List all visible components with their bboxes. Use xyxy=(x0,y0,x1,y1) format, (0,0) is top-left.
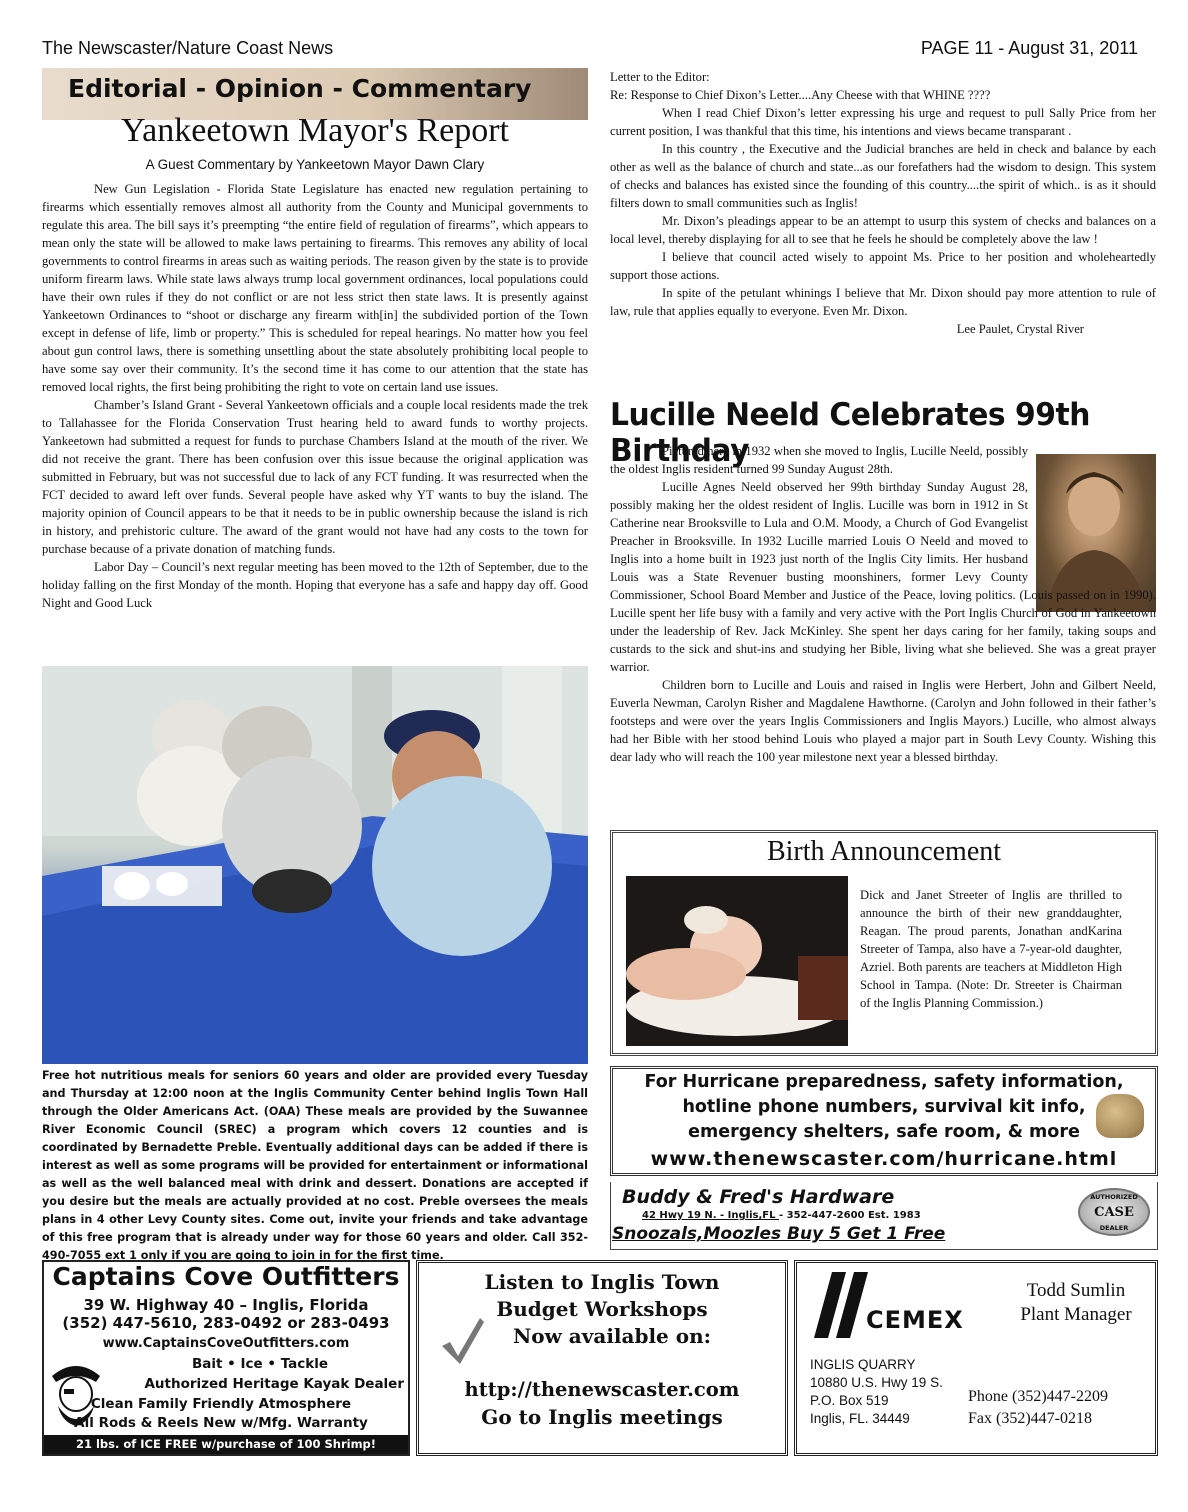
mayor-paragraph: New Gun Legislation - Florida State Legislature has enacted new regulation pertaining to firearms which essentially removes almost all authority from the County and Municipal governments to regulate this area. The bill says it’s preempting “the entire field of regulation of firearms”, which appears to mean only the state will be allowed to make laws pertaining to firearms. This removes any ability of local governments to control firearms in areas such as waiting periods. The reason given by the state is to provide uniform firearm laws. While state laws always trump local government ordinances, local populations could have their own rules if they do not conflict or are not less strict then state laws. It is presently against Yankeetown Ordinances to “shoot or discharge any firearm with[in] the subdivided portion of the Town except in defense of life, limb or property.” This is scheduled for repeal hearings. No matter how you feel about gun control laws, there is something unsettling about the state absolutely prohibiting local people to have some say over their community. It’s the second time it has come to our attention that the state has removed local rights, the first being prohibiting the right to vote on certain land use issues. xyxy=(42,182,588,394)
cemex-address-line: 10880 U.S. Hwy 19 S. xyxy=(810,1375,943,1390)
newborn-photo xyxy=(626,876,848,1046)
hardware-store-name: Buddy & Fred's Hardware xyxy=(622,1186,895,1208)
page-date: PAGE 11 - August 31, 2011 xyxy=(920,38,1138,58)
letter-salutation: Letter to the Editor: xyxy=(610,70,710,84)
case-dealer-badge-icon xyxy=(1078,1188,1150,1236)
newborn-illustration xyxy=(626,876,848,1046)
birth-announcement-text: Dick and Janet Streeter of Inglis are thrilled to announce the birth of their new granddaughter, Reagan. The proud parents, Jonathan andKarina Streeter of Tampa, also have a 7-year-old daughter, Azriel. Both parents are teachers at Middleton High School in Tampa. (Note: Dr. Streeter is Chairman of the Inglis Planning Commission.) xyxy=(860,888,1122,1010)
letter-paragraph: Mr. Dixon’s pleadings appear to be an attempt to usurp this system of checks and balances on a local level, thereby displaying for all to see that he feels he should be completely above the law ! xyxy=(610,214,1156,246)
captains-cove-name: Captains Cove Outfitters xyxy=(52,1262,400,1291)
letter-paragraph: When I read Chief Dixon’s letter expressing his urge and request to pull Sally Price from her current position, I was thankful that this time, his intentions and views became transparant . xyxy=(610,106,1156,138)
mayor-report-body xyxy=(42,180,588,612)
hardware-promo: Snoozals,Moozles Buy 5 Get 1 Free xyxy=(612,1224,946,1244)
lucille-paragraph xyxy=(610,478,1156,676)
checkmark-icon xyxy=(440,1316,486,1366)
hurricane-link[interactable]: www.thenewscaster.com/hurricane.html xyxy=(650,1148,1118,1170)
cemex-contact-name: Todd Sumlin xyxy=(1026,1280,1126,1301)
hurricane-line: hotline phone numbers, survival kit info, xyxy=(682,1097,1086,1117)
letter-paragraph: In this country , the Executive and the Judicial branches are held in check and balance by each other as well as the balance of church and state...as our forefathers had the wisdom to design. This system of checks and balances has existed since the founding of this country....the spirit of which.. is as it should filters down to small communities such as Inglis! xyxy=(610,142,1156,210)
badge-bottom-text: DEALER xyxy=(1099,1224,1129,1232)
cemex-address-line: P.O. Box 519 xyxy=(810,1393,889,1408)
hurricane-line: emergency shelters, safe room, & more xyxy=(688,1122,1080,1142)
letter-paragraph: I believe that council acted wisely to appoint Ms. Price to her position and wholeheartedly support those actions. xyxy=(610,250,1156,282)
seniors-lunch-photo xyxy=(42,666,588,1064)
listen-line: Now available on: xyxy=(512,1324,712,1348)
captains-promo-bar: 21 lbs. of ICE FREE w/purchase of 100 Shrimp! xyxy=(44,1435,408,1454)
lucille-headline: Lucille Neeld Celebrates 99th Birthday xyxy=(610,397,1090,469)
listen-line: Listen to Inglis Town xyxy=(484,1270,720,1294)
cemex-fax: Fax (352)447-0218 xyxy=(968,1410,1092,1427)
dog-icon xyxy=(1096,1094,1144,1138)
workshops-link[interactable]: http://thenewscaster.com xyxy=(464,1378,740,1401)
hurricane-ad-text xyxy=(614,1070,1154,1145)
mayor-report-title: Yankeetown Mayor's Report xyxy=(121,112,509,149)
paper-name: The Newscaster/Nature Coast News xyxy=(42,38,334,58)
photo-spacer xyxy=(1028,478,1156,586)
cemex-phone: Phone (352)447-2209 xyxy=(968,1388,1108,1405)
cemex-contact-role: Plant Manager xyxy=(1020,1304,1132,1325)
seniors-photo-caption: Free hot nutritious meals for seniors 60 years and older are provided every Tuesday and Thursday at 12:00 noon at the Inglis Community Center behind Inglis Town Hall through the Older Americans Act. (OAA) These meals are provided by the Suwannee River Economic Council (SREC) a program which covers 12 counties and is coordinated by Bernadette Preble. Eventually additional days can be added if there is interest as well as some programs will be provided for entertainment or informational as well as the well balanced meal with drink and dessert. Donations are accepted if you desire but the meals are actually provided at no cost. Preble oversees the meals plans in 4 other Levy County sites. Come out, invite your friends and take advantage of this free program that is already under way for those 60 years and older. Call 352-490-7055 ext 1 only if you are going to join in for the first time. xyxy=(42,1069,588,1262)
badge-top-text: AUTHORIZED xyxy=(1090,1193,1138,1201)
lucille-paragraph: Children born to Lucille and Louis and raised in Inglis were Herbert, John and Gilbert Neeld, Euverla Newman, Carolyn Risher and Magdalene Hawthorne. (Carolyn and John followed in their father’s footsteps and were over the years Inglis Commissioners and Inglis Mayors.) Lucille, who almost always had her Bible with her stood behind Louis who played a major part in South Levy County. Wishing this dear lady who will reach the 100 year milestone next year a blessed birthday. xyxy=(610,678,1156,764)
hardware-address-phone: - 352-447-2600 Est. 1983 xyxy=(778,1210,921,1221)
letter-paragraph: In spite of the petulant whinings I believe that Mr. Dixon should pay more attention to rule of law, rule that applies equally to everyone. Even Mr. Dixon. xyxy=(610,286,1156,318)
captains-phones: (352) 447-5610, 283-0492 or 283-0493 xyxy=(62,1314,390,1332)
cemex-logo-text: CEMEX xyxy=(866,1306,964,1334)
badge-mid-text: CASE xyxy=(1094,1205,1134,1220)
captains-item: Clean Family Friendly Atmosphere xyxy=(90,1396,352,1412)
mayor-paragraph: Chamber’s Island Grant - Several Yankeetown officials and a couple local residents made the trek to Tallahassee for the Florida Conservation Trust hearing held to award funds to worthy projects. Yankeetown had submitted a request for funds to purchase Chambers Island at the mouth of the river. We did not receive the grant. There has been confusion over this issue because the original application was submitted in February, but was not successful due to lack of any FCT funding. It was resurrected when the FCT decided to award left over funds. Several people have asked why YT wants to buy the island. The majority opinion of Council appears to be that it needs to be in public ownership because the island is rich in history, and prehistoric culture. The award of the grant would not have had any costs to the town for purchase because of a private donation of matching funds. xyxy=(42,398,588,556)
hurricane-line: For Hurricane preparedness, safety information, xyxy=(644,1072,1124,1092)
lucille-article-body xyxy=(610,442,1156,766)
cemex-slash-logo-icon xyxy=(814,1272,868,1338)
mayor-report-byline: A Guest Commentary by Yankeetown Mayor Dawn Clary xyxy=(145,157,485,172)
hardware-address-link: 42 Hwy 19 N. - Inglis,FL xyxy=(642,1210,779,1221)
section-banner: Editorial - Opinion - Commentary xyxy=(42,68,588,120)
listen-line: Budget Workshops xyxy=(496,1297,708,1321)
lucille-paragraph-text: Lucille Agnes Neeld observed her 99th birthday Sunday August 28, possibly making her the oldest resident of Inglis. Lucille was born in 1912 in St Catherine near Brooksville to Lula and O.M. Moody, a Church of God Evangelist Preacher in Brooksville. In 1932 Lucille married Louis O Neeld and moved to Inglis into a home built in 1923 just north of the Inglis City limits. Her husband Louis was a State Revenuer busting moonshiners, former Levy County Commissioner, School Board Member and Justice of the Peace, loving politics. (Louis passed on in 1990). Lucille spent her life busy with a family and very active with the Port Inglis Church of God in Yankeetown under the leadership of Rev. Jack McKinley. She spent her days caring for her family, taking soups and custards to the sick and shut-ins and studying her Bible, living what she believed. She was a great prayer warrior. xyxy=(610,480,1156,674)
cemex-address xyxy=(810,1356,943,1428)
cemex-address-line: INGLIS QUARRY xyxy=(810,1357,916,1372)
listen-bottom-line: Go to Inglis meetings xyxy=(481,1405,723,1429)
captains-website: www.CaptainsCoveOutfitters.com xyxy=(102,1336,350,1351)
cemex-address-line: Inglis, FL. 34449 xyxy=(810,1411,910,1426)
letter-to-editor xyxy=(610,68,1156,338)
captains-item: All Rods & Reels New w/Mfg. Warranty xyxy=(74,1415,368,1431)
captains-address: 39 W. Highway 40 – Inglis, Florida xyxy=(83,1296,369,1314)
seniors-lunch-illustration xyxy=(42,666,588,1064)
birth-announcement-title: Birth Announcement xyxy=(766,836,1002,867)
captains-item: Authorized Heritage Kayak Dealer xyxy=(144,1376,404,1392)
letter-signature: Lee Paulet, Crystal River xyxy=(956,322,1084,336)
captains-item: Bait • Ice • Tackle xyxy=(191,1356,329,1372)
lucille-paragraph: Pictured here in 1932 when she moved to Inglis, Lucille Neeld, possibly the oldest Inglis resident turned 99 Sunday August 28th. xyxy=(610,444,1028,476)
hardware-store-address xyxy=(642,1210,921,1221)
letter-re-line: Re: Response to Chief Dixon’s Letter....Any Cheese with that WHINE ???? xyxy=(610,88,991,102)
mayor-paragraph: Labor Day – Council’s next regular meeting has been moved to the 12th of September, due to the holiday falling on the first Monday of the month. Hoping that everyone has a safe and happy day off. Good Night and Good Luck xyxy=(42,560,588,610)
